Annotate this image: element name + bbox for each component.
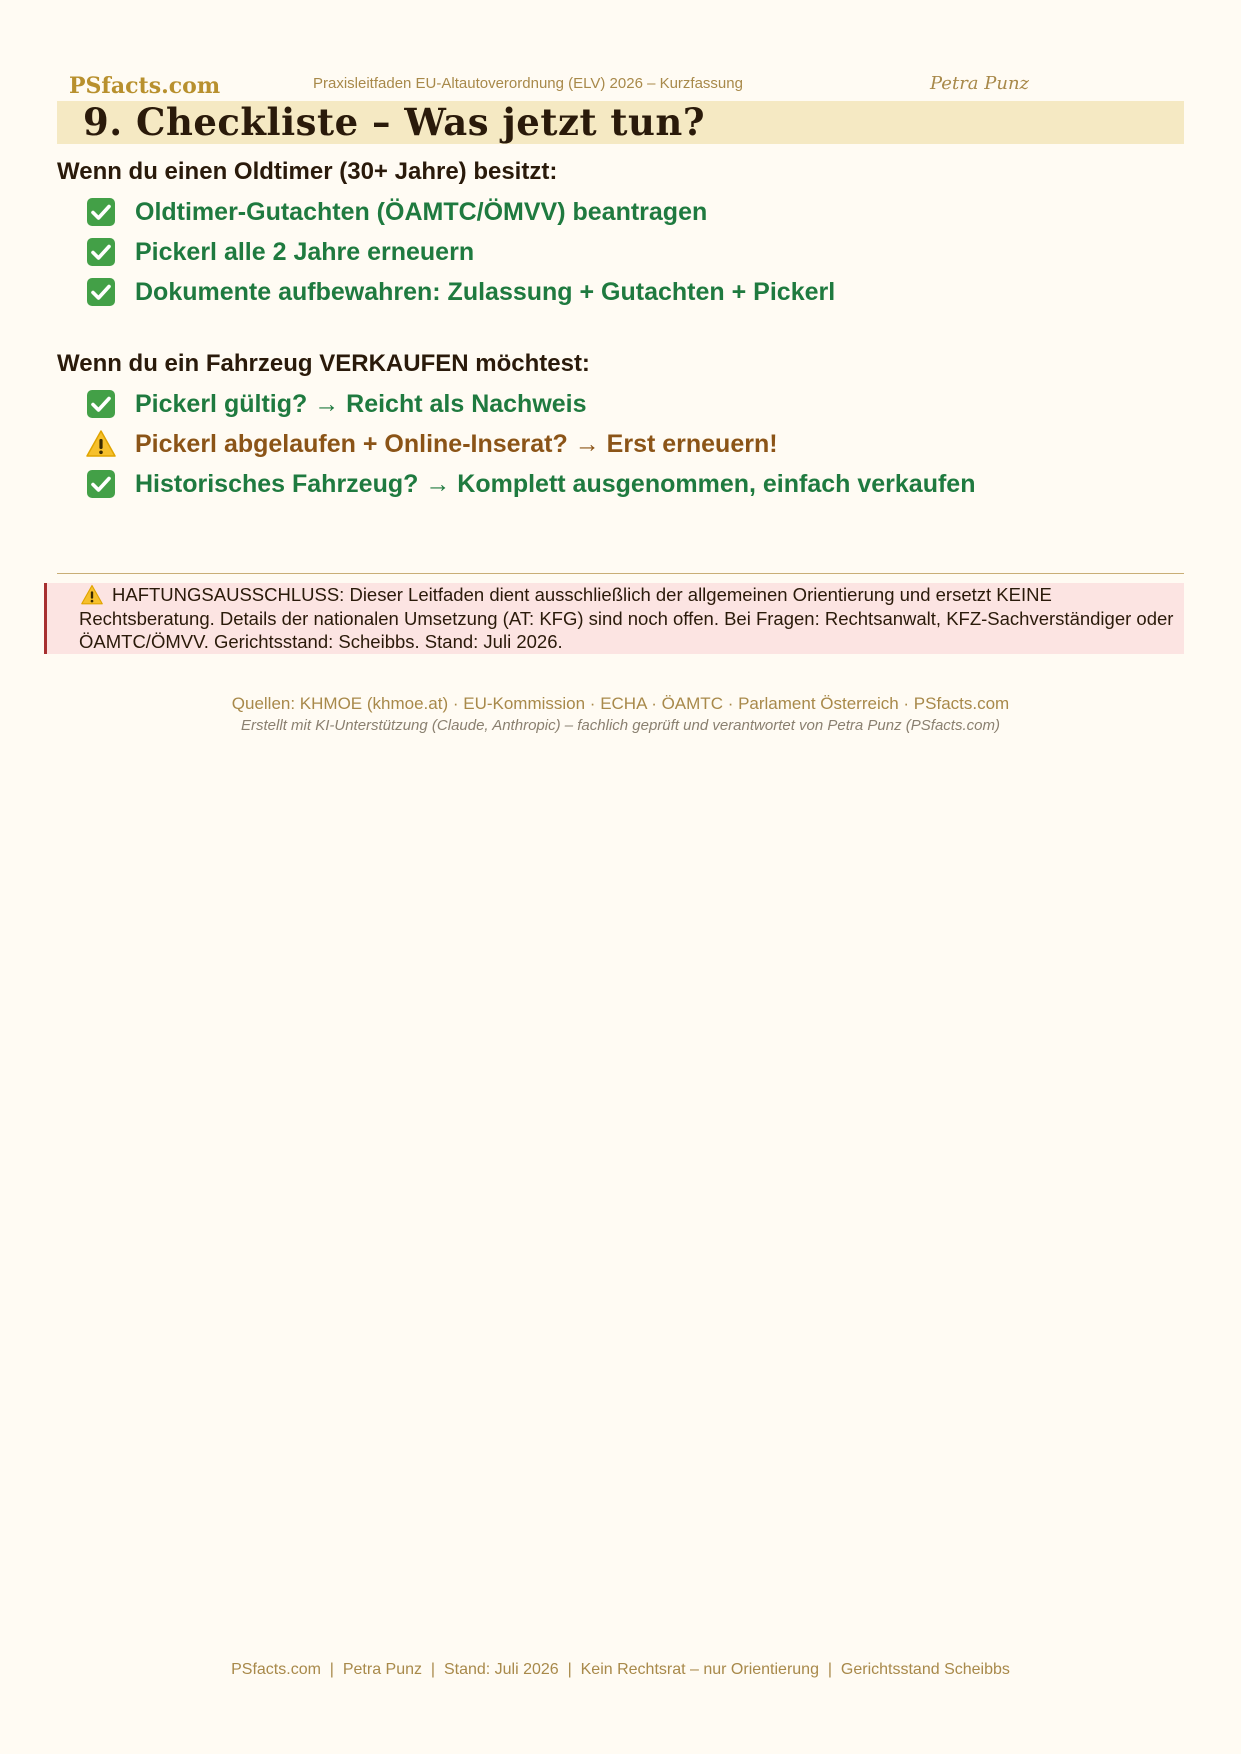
page-footer bbox=[0, 1661, 1241, 1679]
document-title: Praxisleitfaden EU-Altautoverordnung (ELV) 2026 – Kurzfassung bbox=[313, 75, 743, 92]
divider bbox=[57, 573, 1184, 574]
checklist-item-text: Pickerl abgelaufen + Online-Inserat? → Erst erneuern! bbox=[135, 430, 778, 458]
ai-credit-line: Erstellt mit KI-Unterstützung (Claude, Anthropic) – fachlich geprüft und verantwortet von Petra Punz (PSfacts.com) bbox=[241, 717, 1000, 734]
page-header bbox=[0, 70, 1241, 100]
check-icon bbox=[86, 469, 116, 499]
check-icon bbox=[86, 237, 116, 267]
group-heading-verkaufen: Wenn du ein Fahrzeug VERKAUFEN möchtest: bbox=[57, 350, 590, 377]
footer-text: PSfacts.com | Petra Punz | Stand: Juli 2026 | Kein Rechtsrat – nur Orientierung | Gerichtsstand Scheibbs bbox=[231, 1661, 1010, 1678]
checklist-item-text: Historisches Fahrzeug? → Komplett ausgenommen, einfach verkaufen bbox=[135, 470, 976, 498]
checklist-item-text: Dokumente aufbewahren: Zulassung + Gutachten + Pickerl bbox=[135, 278, 836, 306]
disclaimer-box bbox=[44, 583, 1184, 654]
checklist-item-text: Oldtimer-Gutachten (ÖAMTC/ÖMVV) beantragen bbox=[135, 198, 708, 226]
disclaimer-text: HAFTUNGSAUSSCHLUSS: Dieser Leitfaden dient ausschließlich der allgemeinen Orientierung und ersetzt KEINE Rechtsberatung. Details der nationalen Umsetzung (AT: KFG) sind noch offen. Bei Fragen: Rechtsanwalt, KFZ-Sachverständiger oder ÖAMTC/ÖMVV. Gerichtsstand: Scheibbs. Stand: Juli 2026. bbox=[79, 584, 1174, 652]
group-heading-oldtimer: Wenn du einen Oldtimer (30+ Jahre) besitzt: bbox=[57, 158, 558, 185]
sources-line: Quellen: KHMOE (khmoe.at) · EU-Kommission · ECHA · ÖAMTC · Parlament Österreich · PSfacts.com bbox=[231, 694, 1010, 713]
brand-logo: PSfacts.com bbox=[69, 73, 221, 99]
author-name: Petra Punz bbox=[930, 73, 1030, 94]
checklist-item-text: Pickerl gültig? → Reicht als Nachweis bbox=[135, 390, 587, 418]
checklist-item-text: Pickerl alle 2 Jahre erneuern bbox=[135, 238, 475, 266]
check-icon bbox=[86, 389, 116, 419]
check-icon bbox=[86, 277, 116, 307]
section-title: 9. Checkliste – Was jetzt tun? bbox=[83, 100, 705, 144]
section-title-bar bbox=[57, 101, 1184, 144]
warning-icon bbox=[86, 429, 116, 459]
check-icon bbox=[86, 197, 116, 227]
